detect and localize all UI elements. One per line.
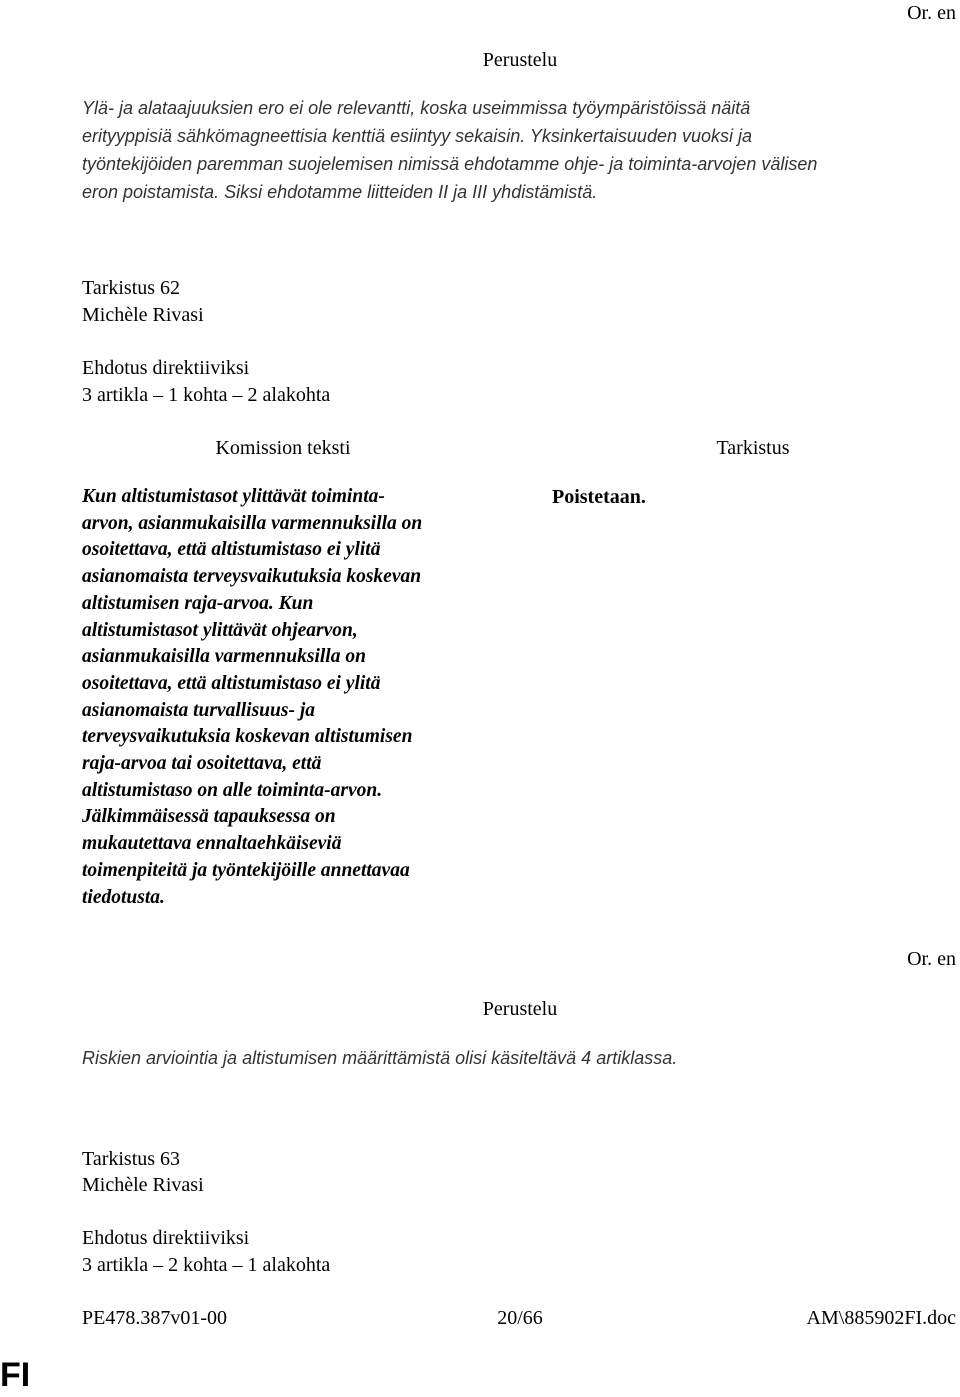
commission-text-line: asianomaista terveysvaikutuksia koskevan xyxy=(82,566,422,588)
commission-text-line: osoitettava, että altistumistaso ei ylitä xyxy=(82,539,381,561)
justification-text xyxy=(82,94,952,206)
column-heading-amendment: Tarkistus xyxy=(716,437,790,459)
justification-text: Riskien arviointia ja altistumisen määrittämistä olisi käsiteltävä 4 artiklassa. xyxy=(82,1048,678,1068)
commission-text-line: asianmukaisilla varmennuksilla on xyxy=(82,646,366,668)
justification-heading: Perustelu xyxy=(482,49,558,71)
original-language-label: Or. en xyxy=(907,948,956,970)
column-heading-commission-text: Komission teksti xyxy=(215,437,351,459)
article-reference: 3 artikla – 2 kohta – 1 alakohta xyxy=(82,1254,331,1276)
commission-text-line: terveysvaikutuksia koskevan altistumisen xyxy=(82,726,413,748)
footer-page-number: 20/66 xyxy=(497,1307,543,1329)
justification-line: Ylä- ja alataajuuksien ero ei ole relevantti, koska useimmissa työympäristöissä näitä xyxy=(82,98,751,118)
justification-line: erityyppisiä sähkömagneettisia kenttiä esiintyy sekaisin. Yksinkertaisuuden vuoksi ja xyxy=(82,126,753,146)
commission-text-line: mukautettava ennaltaehkäiseviä xyxy=(82,833,342,855)
commission-text-line: osoitettava, että altistumistaso ei ylitä xyxy=(82,672,381,694)
commission-text-line: Kun altistumistasot ylittävät toiminta- xyxy=(82,486,385,507)
original-language-label: Or. en xyxy=(907,2,956,24)
commission-text-line: Jälkimmäisessä tapauksessa on xyxy=(82,806,336,828)
commission-text xyxy=(82,484,522,911)
footer-document-reference: PE478.387v01-00 xyxy=(82,1307,227,1329)
amendment-number: Tarkistus 62 xyxy=(82,277,181,299)
commission-text-line: asianomaista turvallisuus- ja xyxy=(82,699,315,721)
justification-heading: Perustelu xyxy=(482,998,558,1020)
commission-text-line: altistumistaso on alle toiminta-arvon. xyxy=(82,779,383,801)
commission-text-line: tiedotusta. xyxy=(82,886,165,908)
article-reference: 3 artikla – 1 kohta – 2 alakohta xyxy=(82,384,331,406)
amendment-text: Poistetaan. xyxy=(552,486,646,508)
commission-text-line: toimenpiteitä ja työntekijöille annettavaa xyxy=(82,859,410,881)
justification-line: työntekijöiden paremman suojelemisen nimissä ehdotamme ohje- ja toiminta-arvojen välisen xyxy=(82,154,818,174)
amendment-author: Michèle Rivasi xyxy=(82,1174,204,1196)
justification-line: eron poistamista. Siksi ehdotamme liitteiden II ja III yhdistämistä. xyxy=(82,182,598,202)
amendment-number: Tarkistus 63 xyxy=(82,1148,181,1170)
proposal-title: Ehdotus direktiiviksi xyxy=(82,1227,250,1249)
commission-text-line: altistumistasot ylittävät ohjearvon, xyxy=(82,619,358,641)
commission-text-line: altistumisen raja-arvoa. Kun xyxy=(82,592,314,614)
language-code: FI xyxy=(0,1356,31,1394)
footer-file-name: AM\885902FI.doc xyxy=(806,1307,956,1329)
commission-text-line: arvon, asianmukaisilla varmennuksilla on xyxy=(82,512,423,534)
proposal-title: Ehdotus direktiiviksi xyxy=(82,357,250,379)
commission-text-line: raja-arvoa tai osoitettava, että xyxy=(82,753,322,775)
amendment-author: Michèle Rivasi xyxy=(82,304,204,326)
